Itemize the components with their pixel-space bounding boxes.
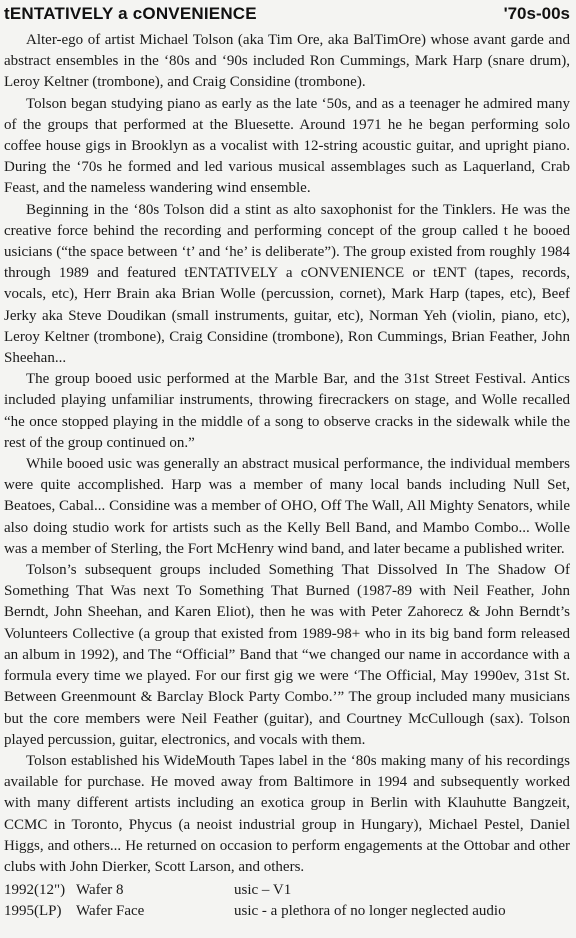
paragraph: Beginning in the ‘80s Tolson did a stint as alto saxophonist for the Tinklers. He was the creative force behind the recording and performing concept of the group called t he booed usicians (“the space between ‘t’ and ‘he’ is deliberate”). The group existed from roughly 1984 through 1989 and featured tENTATIVELY a cONVENIENCE or tENT (tapes, records, vocals, etc), Herr Brain aka Brian Wolle (percussion, cornet), Mark Harp (tapes, etc), Beef Jerky aka Steve Doudikan (small instruments, guitar, etc), Norman Yeh (violin, piano, etc), Leroy Keltner (trombone), Craig Considine (trombone), Ron Cummings, Brian Feather, John Sheehan... bbox=[4, 201, 570, 367]
article-body bbox=[4, 30, 570, 878]
discography-entry bbox=[4, 901, 570, 922]
paragraph: Alter-ego of artist Michael Tolson (aka Tim Ore, aka BalTimOre) whose avant garde and abstract ensembles in the ‘80s and ‘90s included Ron Cummings, Mark Harp (snare drum), Leroy Keltner (trombone), and Craig Considine (trombone). bbox=[4, 32, 570, 91]
release-year-format: 1992(12") bbox=[4, 882, 66, 899]
paragraph: Tolson began studying piano as early as the late ‘50s, and as a teenager he admired many of the groups that performed at the Bluesette. Around 1971 he he began performing solo coffee house gigs in Brooklyn as a vocalist with 12-string acoustic guitar, and upright piano. During the ‘70s he formed and led various musical assemblages such as Laquerland, Crab Feast, and the nameless wandering wind ensemble. bbox=[4, 95, 570, 197]
article-header bbox=[4, 4, 570, 28]
paragraph: Tolson established his WideMouth Tapes label in the ‘80s making many of his recordings available for purchase. He moved away from Baltimore in 1994 and subsequently worked with many different artists including an exotica group in Berlin with Klauhutte Bangzeit, CCMC in Toronto, Phycus (a neoist industrial group in Hungary), Michael Pestel, Daniel Higgs, and others... He returned on occasion to perform engagements at the Ottobar and other clubs with John Dierker, Scott Larson, and others. bbox=[4, 752, 570, 875]
release-label: usic - a plethora of no longer neglected audio bbox=[234, 903, 506, 920]
release-year-format: 1995(LP) bbox=[4, 903, 62, 920]
era-label: '70s-00s bbox=[503, 4, 570, 23]
release-label: usic – V1 bbox=[234, 882, 292, 899]
release-title: Wafer Face bbox=[76, 903, 145, 920]
paragraph: While booed usic was generally an abstract musical performance, the individual members were quite accomplished. Harp was a member of many local bands including Null Set, Beatoes, Cabal... Considine was a member of OHO, Off The Wall, All Mighty Senators, while also doing studio work for artists such as the Kelly Bell Band, and Mambo Combo... Wolle was a member of Sterling, the Fort McHenry wind band, and later became a published writer. bbox=[4, 456, 570, 557]
paragraph: Tolson’s subsequent groups included Something That Dissolved In The Shadow Of Something That Was next To Something That Burned (1987-89 with Neil Feather, John Berndt, John Sheehan, and Karen Eliot), then he was with Peter Zahorecz & John Berndt’s Volunteers Collective (a group that existed from 1989-98+ who in its big band form released an album in 1992), and The “Official” Band that “we changed our name in accordance with a formula every time we played. For our first gig we were ‘The Official, May 1990ev, 31st St. Between Greenmount & Barclay Block Party Combo.’” The group included many musicians but the core members were Neil Feather (guitar), and Courtney McCullough (sax). Tolson played percussion, guitar, electronics, and vocals with them. bbox=[4, 562, 570, 748]
discography-list bbox=[4, 880, 570, 922]
discography-entry bbox=[4, 880, 570, 901]
band-name-heading: tENTATIVELY a cONVENIENCE bbox=[4, 4, 257, 23]
paragraph: The group booed usic performed at the Marble Bar, and the 31st Street Festival. Antics included playing unfamiliar instruments, throwing firecrackers on stage, and Wolle recalled “he once stopped playing in the middle of a song to observe cracks in the sidewalk while the rest of the group continued on.” bbox=[4, 371, 570, 451]
release-title: Wafer 8 bbox=[76, 882, 124, 899]
